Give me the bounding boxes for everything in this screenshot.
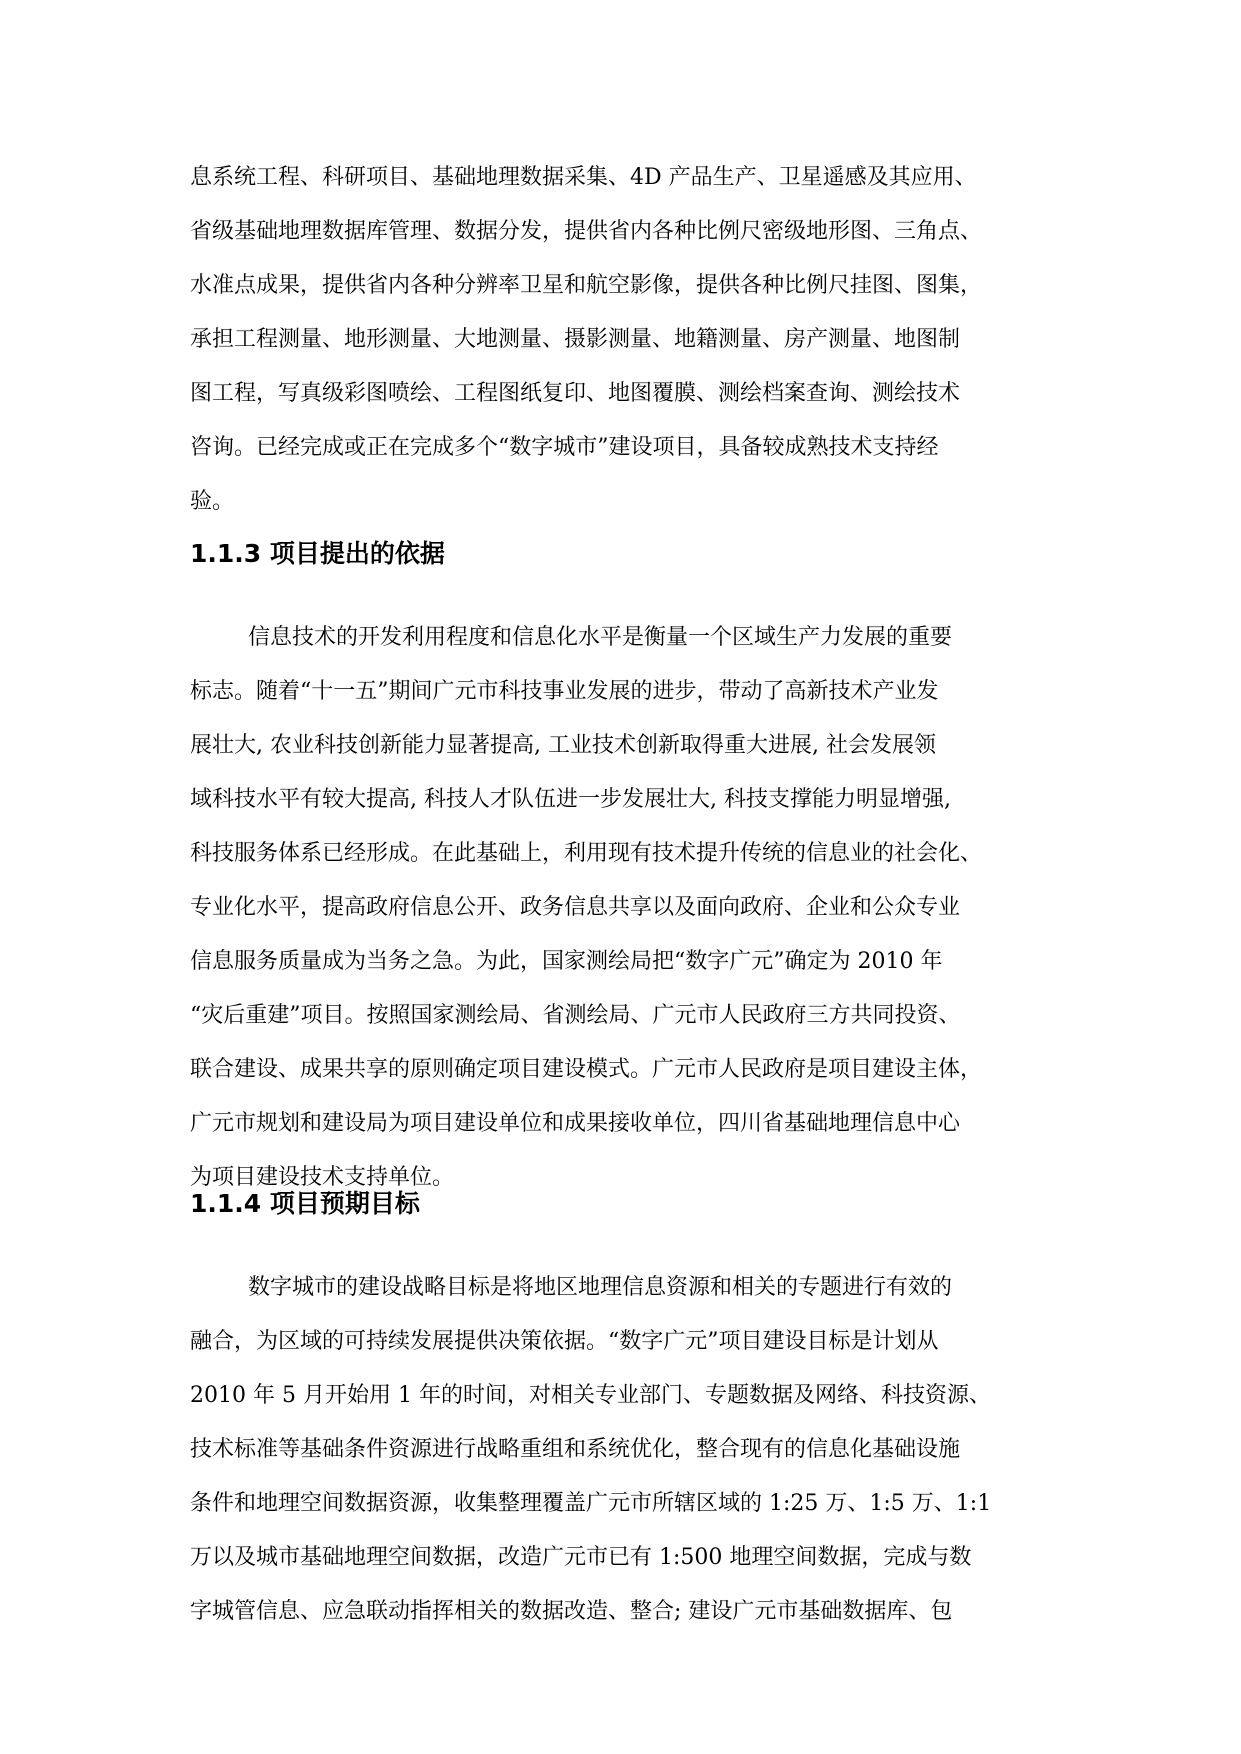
text-line: 省级基础地理数据库管理、数据分发，提供省内各种比例尺密级地形图、三角点、 [190, 219, 983, 244]
text-line: “灾后重建”项目。按照国家测绘局、省测绘局、广元市人民政府三方共同投资、 [190, 1003, 961, 1028]
text-line: 水准点成果，提供省内各种分辨率卫星和航空影像，提供各种比例尺挂图、图集， [190, 273, 983, 298]
text-line: 信息服务质量成为当务之急。为此，国家测绘局把“数字广元”确定为 2010 年 [190, 949, 943, 974]
text-line: 息系统工程、科研项目、基础地理数据采集、4D 产品生产、卫星遥感及其应用、 [190, 165, 977, 190]
text-line: 验。 [190, 489, 235, 514]
text-line: 域科技水平有较大提高, 科技人才队伍进一步发展壮大, 科技支撑能力明显增强, [190, 787, 951, 812]
text-line: 字城管信息、应急联动指挥相关的数据改造、整合; 建设广元市基础数据库、包 [190, 1599, 953, 1624]
text-line: 标志。随着“十一五”期间广元市科技事业发展的进步，带动了高新技术产业发 [190, 679, 939, 704]
text-line: 图工程，写真级彩图喷绘、工程图纸复印、地图覆膜、测绘档案查询、测绘技术 [190, 381, 961, 406]
text-line: 为项目建设技术支持单位。 [190, 1165, 455, 1190]
text-line: 科技服务体系已经形成。在此基础上，利用现有技术提升传统的信息业的社会化、 [190, 841, 983, 866]
section-heading-1-1-3: 1.1.3 项目提出的依据 [190, 539, 445, 568]
text-line: 专业化水平，提高政府信息公开、政务信息共享以及面向政府、企业和公众专业 [190, 895, 961, 920]
section-heading-1-1-4: 1.1.4 项目预期目标 [190, 1189, 420, 1218]
text-line: 融合，为区域的可持续发展提供决策依据。“数字广元”项目建设目标是计划从 [190, 1329, 939, 1354]
text-line: 信息技术的开发利用程度和信息化水平是衡量一个区域生产力发展的重要 [248, 625, 953, 650]
paragraph-company-capabilities [190, 151, 1050, 529]
text-line: 联合建设、成果共享的原则确定项目建设模式。广元市人民政府是项目建设主体， [190, 1057, 983, 1082]
text-line: 广元市规划和建设局为项目建设单位和成果接收单位，四川省基础地理信息中心 [190, 1111, 961, 1136]
paragraph-project-goals [190, 1261, 1050, 1639]
text-line: 咨询。已经完成或正在完成多个“数字城市”建设项目，具备较成熟技术支持经 [190, 435, 939, 460]
text-line: 2010 年 5 月开始用 1 年的时间，对相关专业部门、专题数据及网络、科技资源、 [190, 1383, 991, 1408]
text-line: 技术标准等基础条件资源进行战略重组和系统优化，整合现有的信息化基础设施 [190, 1437, 961, 1462]
text-line: 万以及城市基础地理空间数据，改造广元市已有 1:500 地理空间数据，完成与数 [190, 1545, 972, 1570]
paragraph-project-basis [190, 611, 1050, 1205]
text-line: 条件和地理空间数据资源，收集整理覆盖广元市所辖区域的 1:25 万、1:5 万、1:1 [190, 1491, 992, 1516]
text-line: 承担工程测量、地形测量、大地测量、摄影测量、地籍测量、房产测量、地图制 [190, 327, 961, 352]
text-line: 展壮大, 农业科技创新能力显著提高, 工业技术创新取得重大进展, 社会发展领 [190, 733, 936, 758]
text-line: 数字城市的建设战略目标是将地区地理信息资源和相关的专题进行有效的 [248, 1275, 953, 1300]
